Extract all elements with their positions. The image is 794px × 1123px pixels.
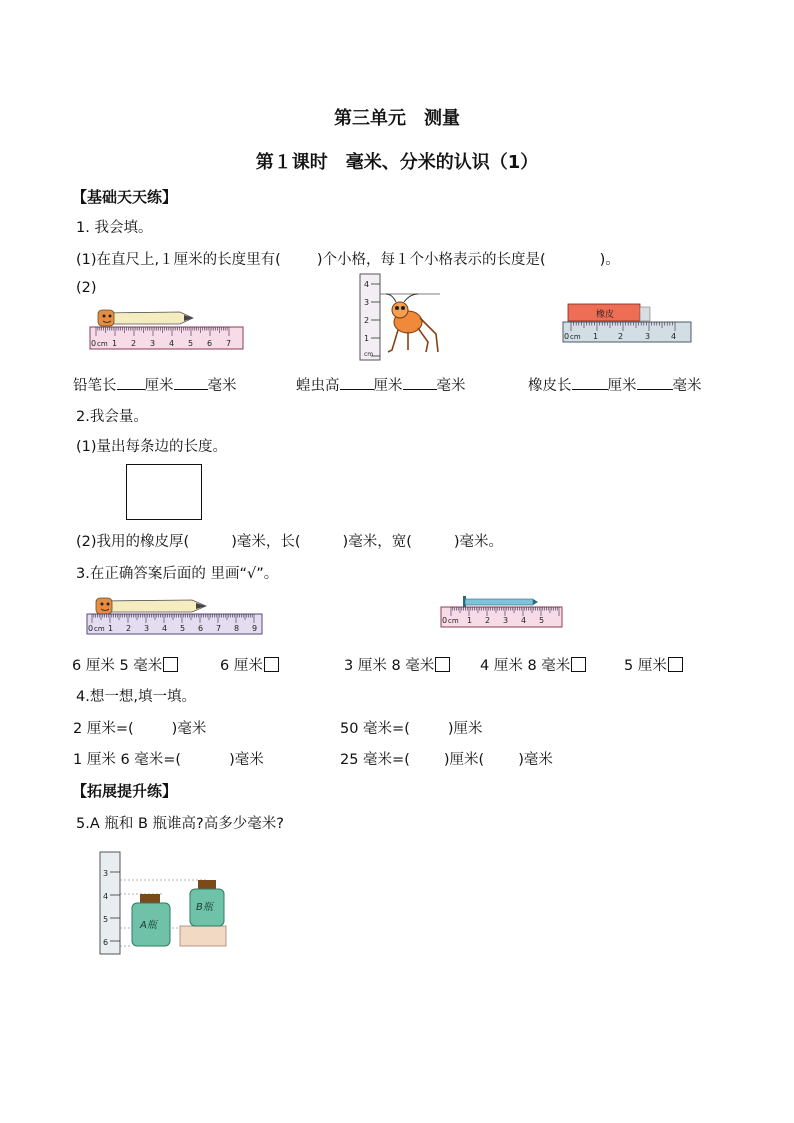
measure-rectangle bbox=[126, 464, 202, 520]
q3-label: 3.在正确答案后面的 里画“√”。 bbox=[76, 566, 279, 582]
bottles-figure bbox=[96, 848, 230, 956]
ruler-tick-label: 6 bbox=[207, 339, 213, 348]
q2-part1: (1)量出每条边的长度。 bbox=[76, 439, 228, 455]
svg-text:4: 4 bbox=[162, 624, 168, 633]
ruler-tick-label: 7 bbox=[226, 339, 232, 348]
svg-text:2: 2 bbox=[364, 316, 370, 325]
ruler-tick-label: 2 bbox=[131, 339, 137, 348]
ruler-tick-label: 1 bbox=[112, 339, 118, 348]
svg-text:6: 6 bbox=[198, 624, 204, 633]
checkbox[interactable] bbox=[163, 657, 178, 672]
checkbox[interactable] bbox=[668, 657, 683, 672]
locust-icon bbox=[386, 294, 438, 352]
q1-part2-label: (2) bbox=[76, 280, 97, 296]
section-basic: 【基础天天练】 bbox=[72, 188, 178, 206]
q4-item-b: 50 毫米=( )厘米 bbox=[340, 721, 483, 737]
svg-text:3: 3 bbox=[144, 624, 150, 633]
svg-text:5: 5 bbox=[539, 616, 545, 625]
lesson-title: 第１课时 毫米、分米的认识（1） bbox=[255, 152, 539, 173]
svg-text:4: 4 bbox=[364, 280, 370, 289]
svg-text:0: 0 bbox=[88, 624, 94, 633]
eraser-label: 橡皮 bbox=[596, 310, 615, 320]
ruler-tick-label: 4 bbox=[169, 339, 175, 348]
pencil-ruler-figure bbox=[88, 304, 246, 352]
eraser-length-answer: 橡皮长 厘米 毫米 bbox=[528, 378, 702, 394]
pencil-icon bbox=[98, 310, 193, 326]
svg-text:B瓶: B瓶 bbox=[196, 902, 213, 913]
page-title: 第三单元 测量 bbox=[334, 108, 460, 129]
svg-text:2: 2 bbox=[485, 616, 491, 625]
q3-option-3: 3 厘米 8 毫米 bbox=[344, 654, 450, 675]
svg-text:3: 3 bbox=[645, 332, 651, 341]
svg-text:cm: cm bbox=[364, 351, 374, 358]
q2-part2: (2)我用的橡皮厚( )毫米，长( )毫米，宽( )毫米。 bbox=[76, 534, 504, 550]
q4-item-c: 1 厘米 6 毫米=( )毫米 bbox=[73, 752, 264, 768]
q1-part1: (1)在直尺上,１厘米的长度里有( )个小格，每１个小格表示的长度是( )。 bbox=[76, 252, 620, 268]
eraser-ruler-figure bbox=[562, 302, 694, 344]
svg-text:1: 1 bbox=[108, 624, 114, 633]
svg-text:3: 3 bbox=[503, 616, 509, 625]
eraser-cm-blank[interactable] bbox=[572, 377, 608, 390]
svg-text:6: 6 bbox=[103, 938, 109, 947]
checkbox[interactable] bbox=[264, 657, 279, 672]
q3-nail-ruler-figure bbox=[440, 588, 564, 630]
locust-ruler-figure bbox=[356, 272, 448, 362]
q4-item-a: 2 厘米=( )毫米 bbox=[73, 721, 207, 737]
q4-item-d: 25 毫米=( )厘米( )毫米 bbox=[340, 752, 553, 768]
q4-label: 4.想一想,填一填。 bbox=[76, 689, 196, 705]
ruler-tick-label: 5 bbox=[188, 339, 194, 348]
svg-text:0: 0 bbox=[564, 332, 570, 341]
svg-text:cm: cm bbox=[448, 617, 459, 625]
svg-text:5: 5 bbox=[103, 915, 109, 924]
svg-text:1: 1 bbox=[467, 616, 473, 625]
pencil-icon bbox=[96, 598, 206, 614]
svg-text:2: 2 bbox=[126, 624, 132, 633]
pencil-length-answer: 铅笔长 厘米 毫米 bbox=[73, 378, 237, 394]
q3-option-5: 5 厘米 bbox=[624, 654, 683, 675]
q3-option-4: 4 厘米 8 毫米 bbox=[480, 654, 586, 675]
svg-text:3: 3 bbox=[103, 869, 109, 878]
section-extension: 【拓展提升练】 bbox=[72, 782, 178, 800]
svg-text:5: 5 bbox=[180, 624, 186, 633]
svg-text:2: 2 bbox=[618, 332, 624, 341]
locust-mm-blank[interactable] bbox=[403, 377, 437, 390]
bottle-b-icon bbox=[190, 880, 224, 926]
eraser-icon bbox=[568, 304, 650, 321]
q3-pencil-ruler-figure bbox=[86, 592, 264, 636]
svg-text:4: 4 bbox=[671, 332, 677, 341]
svg-text:A瓶: A瓶 bbox=[140, 920, 157, 931]
svg-text:3: 3 bbox=[364, 298, 370, 307]
ruler-unit-label: cm bbox=[97, 340, 108, 348]
ruler-tick-label: 3 bbox=[150, 339, 156, 348]
locust-height-answer: 蝗虫高 厘米 毫米 bbox=[296, 378, 466, 394]
svg-text:8: 8 bbox=[234, 624, 240, 633]
svg-text:1: 1 bbox=[593, 332, 599, 341]
wooden-block bbox=[180, 926, 226, 946]
checkbox[interactable] bbox=[571, 657, 586, 672]
svg-text:7: 7 bbox=[216, 624, 222, 633]
q1-label: 1. 我会填。 bbox=[76, 220, 153, 236]
svg-text:0: 0 bbox=[442, 616, 448, 625]
svg-text:cm: cm bbox=[94, 625, 105, 633]
q3-option-1: 6 厘米 5 毫米 bbox=[72, 654, 178, 675]
svg-text:1: 1 bbox=[364, 334, 370, 343]
svg-text:4: 4 bbox=[103, 892, 109, 901]
ruler-zero-label: 0 bbox=[91, 339, 97, 348]
q3-option-2: 6 厘米 bbox=[220, 654, 279, 675]
svg-text:cm: cm bbox=[570, 333, 581, 341]
q2-label: 2.我会量。 bbox=[76, 409, 148, 425]
eraser-mm-blank[interactable] bbox=[637, 377, 673, 390]
q5-label: 5.A 瓶和 B 瓶谁高?高多少毫米? bbox=[76, 816, 284, 832]
checkbox[interactable] bbox=[435, 657, 450, 672]
pencil-mm-blank[interactable] bbox=[174, 377, 208, 390]
pencil-cm-blank[interactable] bbox=[117, 377, 145, 390]
bottle-a-icon bbox=[132, 894, 170, 946]
locust-cm-blank[interactable] bbox=[340, 377, 374, 390]
svg-text:9: 9 bbox=[252, 624, 258, 633]
svg-text:4: 4 bbox=[521, 616, 527, 625]
